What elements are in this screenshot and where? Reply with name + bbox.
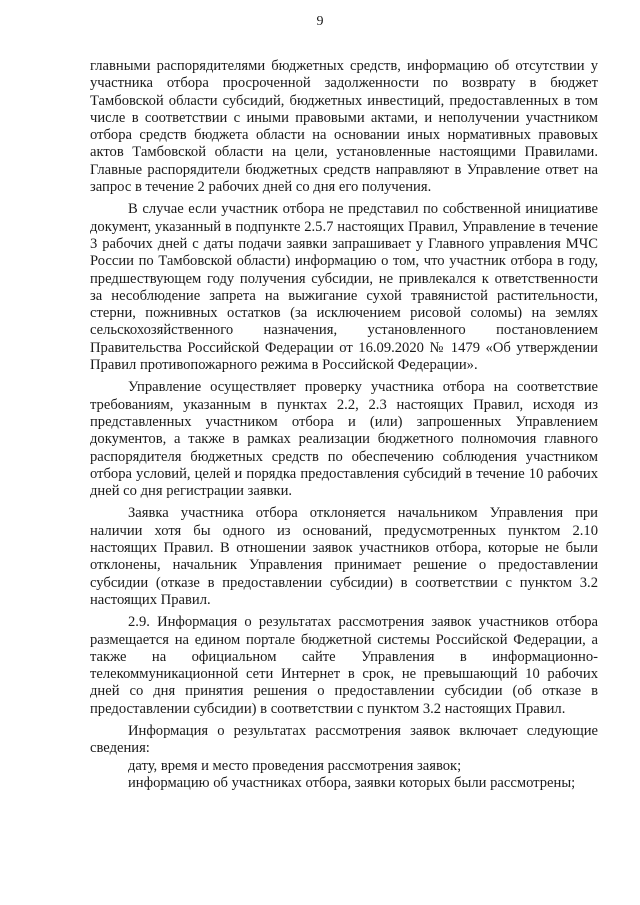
paragraph-rejection: Заявка участника отбора отклоняется начальником Управления при наличии хотя бы одного из оснований, предусмотренных пунктом 2.10 настоящих Правил. В отношении заявок участников отбора, которые не были отклонены, начальник Управления принимает решение о предоставлении субсидии (отказе в предоставлении субсидии) в соответствии с пунктом 3.2 настоящих Правил.: [90, 505, 598, 608]
paragraph-mchs-request: В случае если участник отбора не представил по собственной инициативе документ, указанный в подпункте 2.5.7 настоящих Правил, Управление в течение 3 рабочих дней с даты подачи заявки запрашивает у Главного управления МЧС России по Тамбовской области) информацию о том, что участник отбора в году, предшествующем году получения субсидии, не привлекался к ответственности за несоблюдение запрета на выжигание сухой травянистой растительности, стерни, пожнивных остатков (за исключением рисовой соломы) на землях сельскохозяйственного назначения, установленного постановлением Правительства Российской Федерации от 16.09.2020 № 1479 «Об утверждении Правил противопожарного режима в Российской Федерации».: [90, 201, 598, 374]
list-item: дату, время и место проведения рассмотрения заявок;: [128, 757, 462, 774]
page-number: 9: [316, 14, 324, 29]
list-item: информацию об участниках отбора, заявки которых были рассмотрены;: [128, 774, 576, 791]
paragraph-results-content: Информация о результатах рассмотрения заявок включает следующие сведения:: [90, 722, 598, 757]
document-body: [90, 58, 598, 792]
paragraph-2-9-results: 2.9. Информация о результатах рассмотрения заявок участников отбора размещается на едином портале бюджетной системы Российской Федерации, а также на официальном сайте Управления в информационно-телекоммуникационной сети Интернет в срок, не превышающий 10 рабочих дней со дня принятия решения о предоставлении субсидии (об отказе в предоставлении субсидии) в соответствии с пунктом 3.2 настоящих Правил.: [90, 614, 598, 717]
paragraph-verification: Управление осуществляет проверку участника отбора на соответствие требованиям, указанным в пунктах 2.2, 2.3 настоящих Правил, исходя из представленных участником отбора и (или) запрошенных Управлением документов, а также в рамках реализации бюджетного полномочия главного распорядителя бюджетных средств по обеспечению соблюдения участником отбора условий, целей и порядка предоставления субсидий в течение 10 рабочих дней со дня регистрации заявки.: [90, 379, 598, 500]
paragraph-continuation: главными распорядителями бюджетных средств, информацию об отсутствии у участника отбора просроченной задолженности по возврату в бюджет Тамбовской области субсидий, бюджетных инвестиций, предоставленных в том числе в соответствии с иными правовыми актами, и неполучении участником отбора средств бюджета области на основании иных нормативных правовых актов Тамбовской области на цели, установленные настоящими Правилами. Главные распорядители бюджетных средств направляют в Управление ответ на запрос в течение 2 рабочих дней со дня его получения.: [90, 58, 598, 196]
